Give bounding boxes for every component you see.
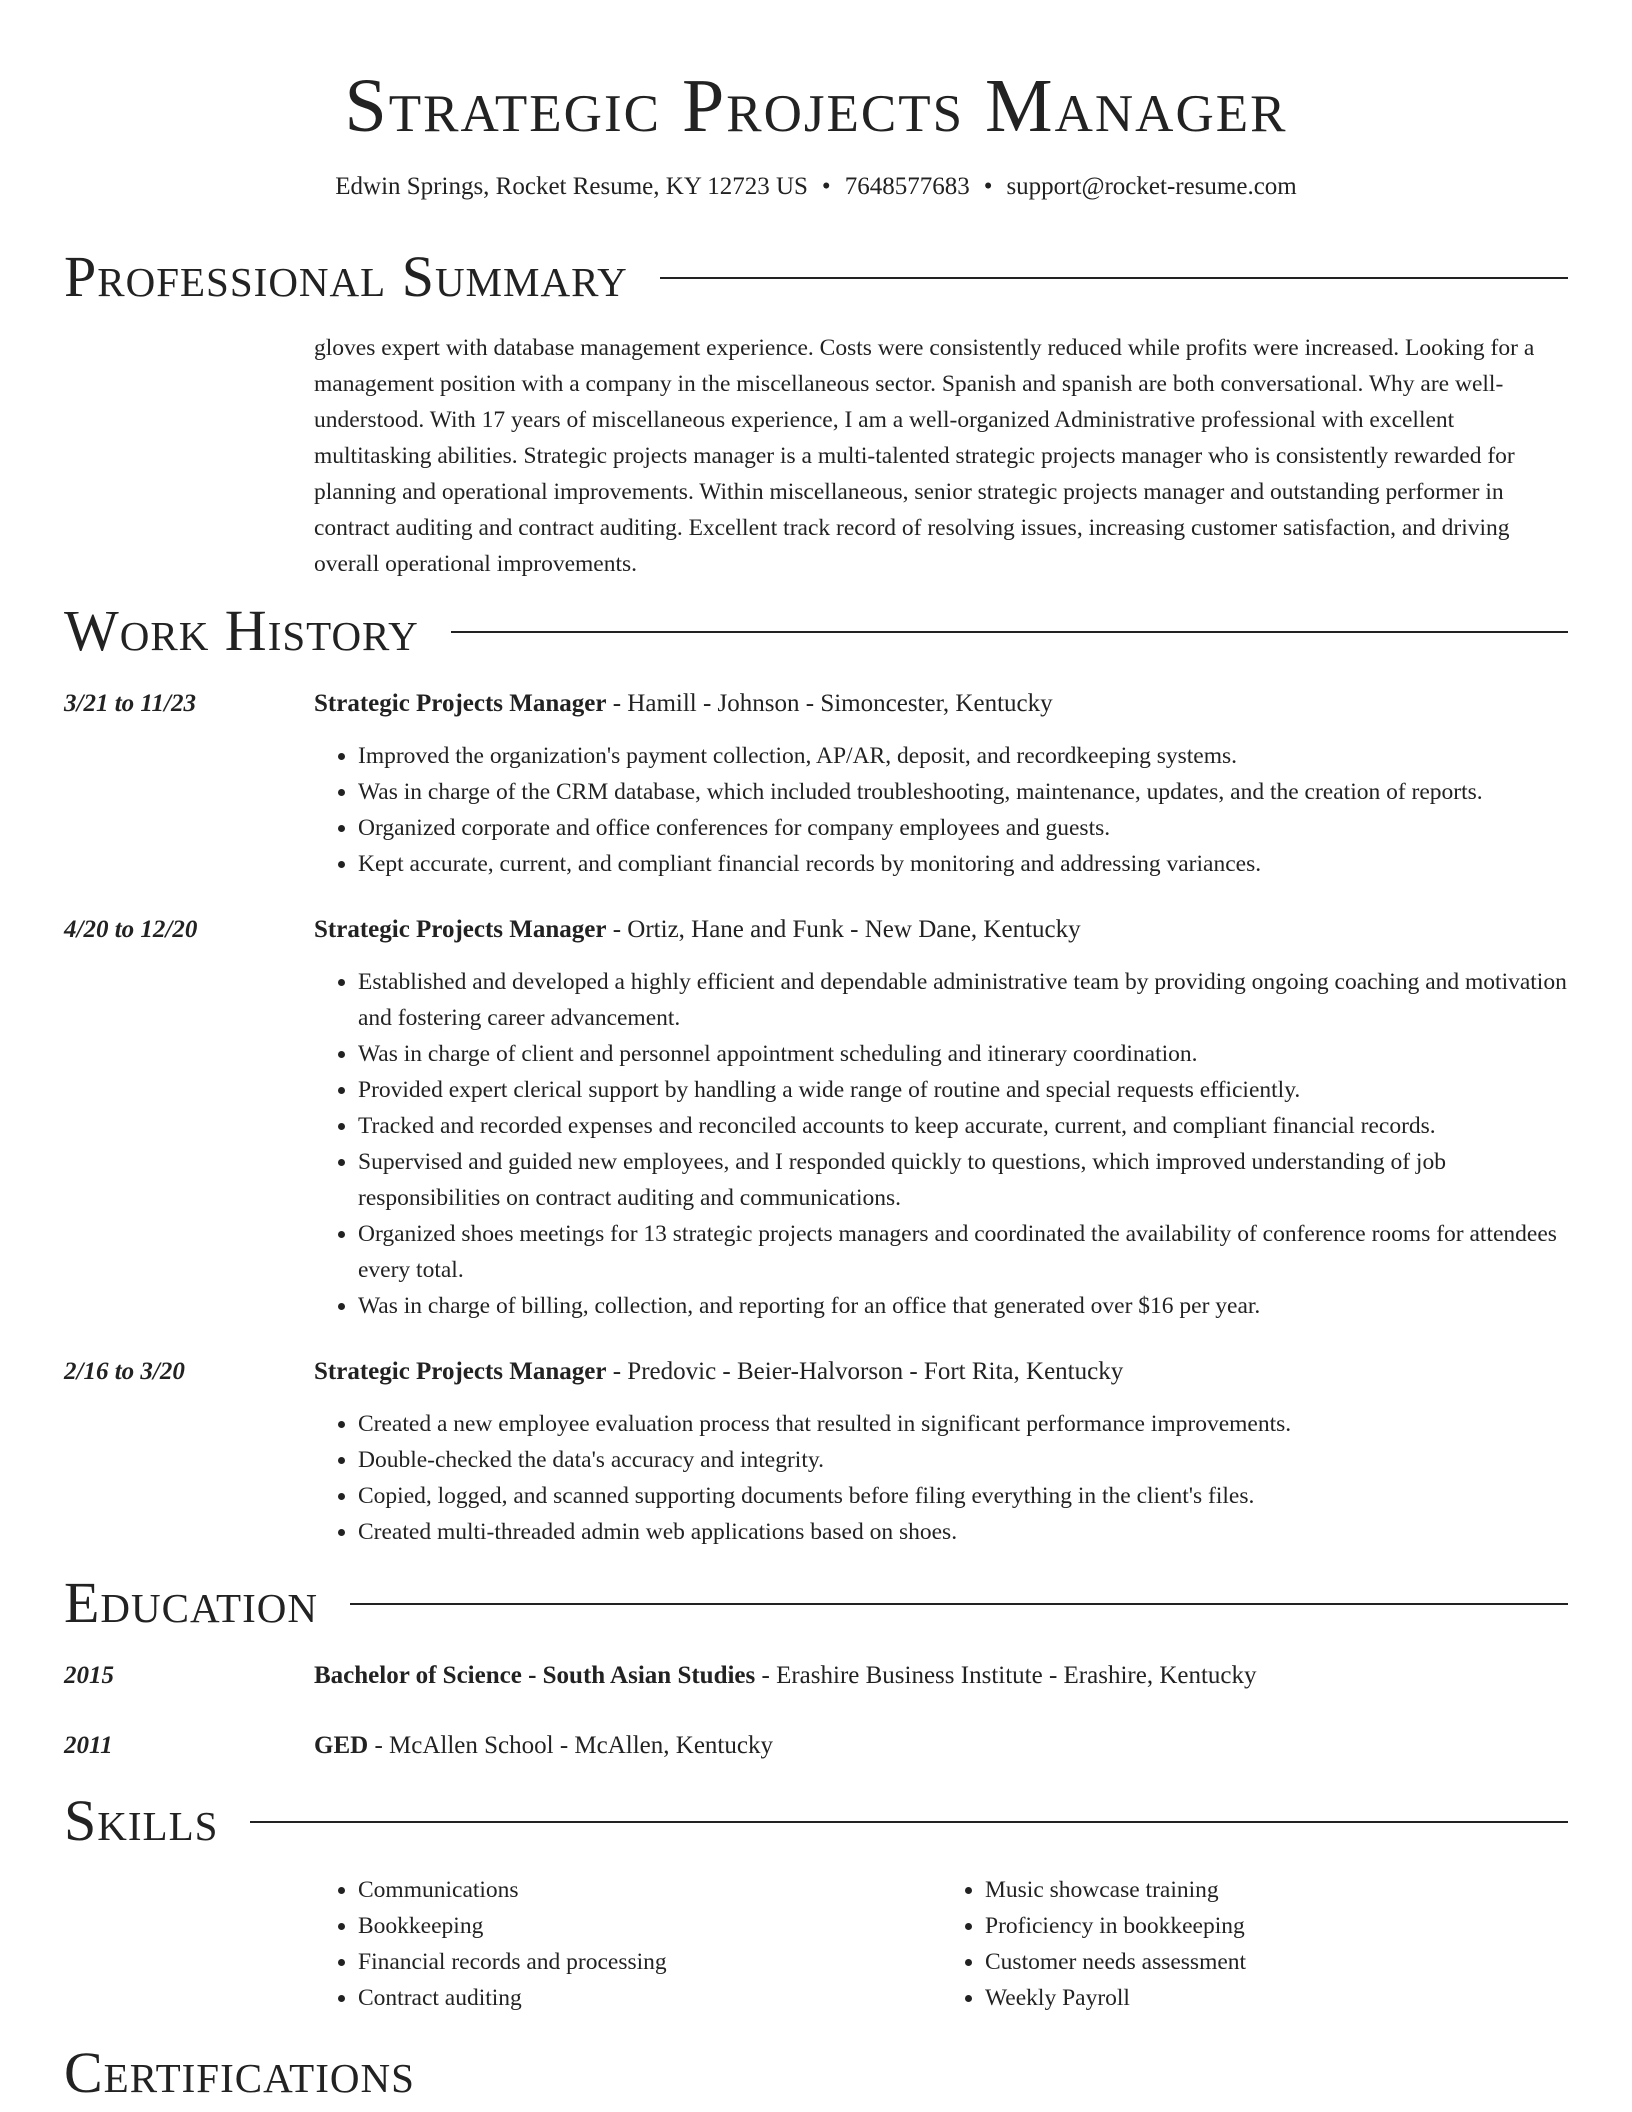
contact-email: support@rocket-resume.com — [1006, 173, 1297, 200]
section-divider — [250, 1821, 1568, 1823]
work-entry-body — [314, 1354, 1568, 1550]
skill-item: • Communications — [358, 1872, 941, 1908]
education-degree: GED — [314, 1732, 369, 1759]
job-bullet-item: • Was in charge of the CRM database, which included troubleshooting, maintenance, updates, and the creation of reports. — [358, 774, 1568, 810]
section-divider — [350, 1603, 1568, 1605]
skills-columns — [314, 1872, 1568, 2016]
work-history-list — [64, 686, 1568, 1550]
job-title: Strategic Projects Manager — [314, 690, 607, 717]
contact-address: Edwin Springs, Rocket Resume, KY 12723 US — [335, 173, 808, 200]
education-line — [314, 1728, 1568, 1764]
work-entry — [64, 912, 1568, 1324]
summary-section-header — [64, 242, 1568, 312]
section-title-work: Work History — [64, 598, 419, 663]
job-bullet-item: • Improved the organization's payment collection, AP/AR, deposit, and recordkeeping systems. — [358, 738, 1568, 774]
education-school-location: - Erashire Business Institute - Erashire, Kentucky — [755, 1662, 1257, 1689]
section-divider — [660, 277, 1568, 279]
education-year: 2015 — [64, 1662, 114, 1689]
skills-section-header — [64, 1786, 1568, 1856]
education-degree: Bachelor of Science - South Asian Studies — [314, 1662, 756, 1689]
work-dates: 4/20 to 12/20 — [64, 916, 198, 943]
job-company-location: - Hamill - Johnson - Simoncester, Kentucky — [606, 690, 1053, 717]
resume-name: Strategic Projects Manager — [344, 64, 1288, 148]
skills-list-right — [941, 1872, 1568, 2016]
work-title-line — [314, 1354, 1568, 1390]
job-bullet-item: • Copied, logged, and scanned supporting documents before filing everything in the client's files. — [358, 1478, 1568, 1514]
job-bullets — [314, 964, 1568, 1324]
skill-item: • Music showcase training — [985, 1872, 1568, 1908]
work-title-line — [314, 686, 1568, 722]
work-entry — [64, 686, 1568, 882]
job-bullet-item: • Provided expert clerical support by handling a wide range of routine and special requests efficiently. — [358, 1072, 1568, 1108]
job-title: Strategic Projects Manager — [314, 916, 607, 943]
education-list — [64, 1658, 1568, 1764]
job-bullet-item: • Tracked and recorded expenses and reconciled accounts to keep accurate, current, and compliant financial records. — [358, 1108, 1568, 1144]
section-title-summary: Professional Summary — [64, 244, 628, 309]
skill-item: • Proficiency in bookkeeping — [985, 1908, 1568, 1944]
work-entry-body — [314, 686, 1568, 882]
job-bullet-item: • Supervised and guided new employees, and I responded quickly to questions, which improved understanding of job responsibilities on contract auditing and communications. — [358, 1144, 1568, 1216]
skills-list-left — [314, 1872, 941, 2016]
job-bullet-item: • Kept accurate, current, and compliant financial records by monitoring and addressing variances. — [358, 846, 1568, 882]
contact-separator: • — [983, 173, 993, 200]
section-title-certifications: Certifications — [64, 2040, 415, 2105]
summary-text: gloves expert with database management experience. Costs were consistently reduced while profits were increased. Looking for a management position with a company in the miscellaneous sector. Spanish and spanish are both conversational. Why are well-understood. With 17 years of miscellaneous experience, I am a well-organized Administrative professional with excellent multitasking abilities. Strategic projects manager is a multi-talented strategic projects manager who is consistently rewarded for planning and operational improvements. Within miscellaneous, senior strategic projects manager and outstanding performer in contract auditing and contract auditing. Excellent track record of resolving issues, increasing customer satisfaction, and driving overall operational improvements. — [314, 335, 1535, 577]
contact-phone: 7648577683 — [844, 173, 970, 200]
job-title: Strategic Projects Manager — [314, 1358, 607, 1385]
job-bullet-item: • Was in charge of client and personnel appointment scheduling and itinerary coordination. — [358, 1036, 1568, 1072]
job-bullets — [314, 1406, 1568, 1550]
contact-line — [64, 170, 1568, 204]
certifications-section-header — [64, 2038, 1568, 2108]
job-bullet-item: • Established and developed a highly efficient and dependable administrative team by providing ongoing coaching and motivation and fostering career advancement. — [358, 964, 1568, 1036]
section-title-education: Education — [64, 1570, 318, 1635]
job-bullet-item: • Created multi-threaded admin web applications based on shoes. — [358, 1514, 1568, 1550]
work-dates: 3/21 to 11/23 — [64, 690, 196, 717]
job-bullet-item: • Organized shoes meetings for 13 strategic projects managers and coordinated the availability of conference rooms for attendees every total. — [358, 1216, 1568, 1288]
skill-item: • Weekly Payroll — [985, 1980, 1568, 2016]
section-divider — [451, 631, 1568, 633]
education-line — [314, 1658, 1568, 1694]
resume-page — [64, 0, 1568, 2108]
job-bullet-item: • Created a new employee evaluation process that resulted in significant performance improvements. — [358, 1406, 1568, 1442]
work-dates: 2/16 to 3/20 — [64, 1358, 185, 1385]
education-school-location: - McAllen School - McAllen, Kentucky — [368, 1732, 773, 1759]
job-company-location: - Ortiz, Hane and Funk - New Dane, Kentucky — [606, 916, 1081, 943]
skill-item: • Contract auditing — [358, 1980, 941, 2016]
work-entry-body — [314, 912, 1568, 1324]
job-bullet-item: • Was in charge of billing, collection, and reporting for an office that generated over $16 per year. — [358, 1288, 1568, 1324]
skill-item: • Bookkeeping — [358, 1908, 941, 1944]
work-section-header — [64, 596, 1568, 666]
work-title-line — [314, 912, 1568, 948]
work-entry — [64, 1354, 1568, 1550]
contact-separator: • — [821, 173, 831, 200]
education-year: 2011 — [64, 1732, 113, 1759]
skill-item: • Financial records and processing — [358, 1944, 941, 1980]
job-company-location: - Predovic - Beier-Halvorson - Fort Rita, Kentucky — [606, 1358, 1124, 1385]
job-bullet-item: • Double-checked the data's accuracy and integrity. — [358, 1442, 1568, 1478]
section-title-skills: Skills — [64, 1788, 219, 1853]
education-section-header — [64, 1568, 1568, 1638]
job-bullets — [314, 738, 1568, 882]
skill-item: • Customer needs assessment — [985, 1944, 1568, 1980]
education-entry — [64, 1728, 1568, 1764]
education-entry — [64, 1658, 1568, 1694]
job-bullet-item: • Organized corporate and office conferences for company employees and guests. — [358, 810, 1568, 846]
